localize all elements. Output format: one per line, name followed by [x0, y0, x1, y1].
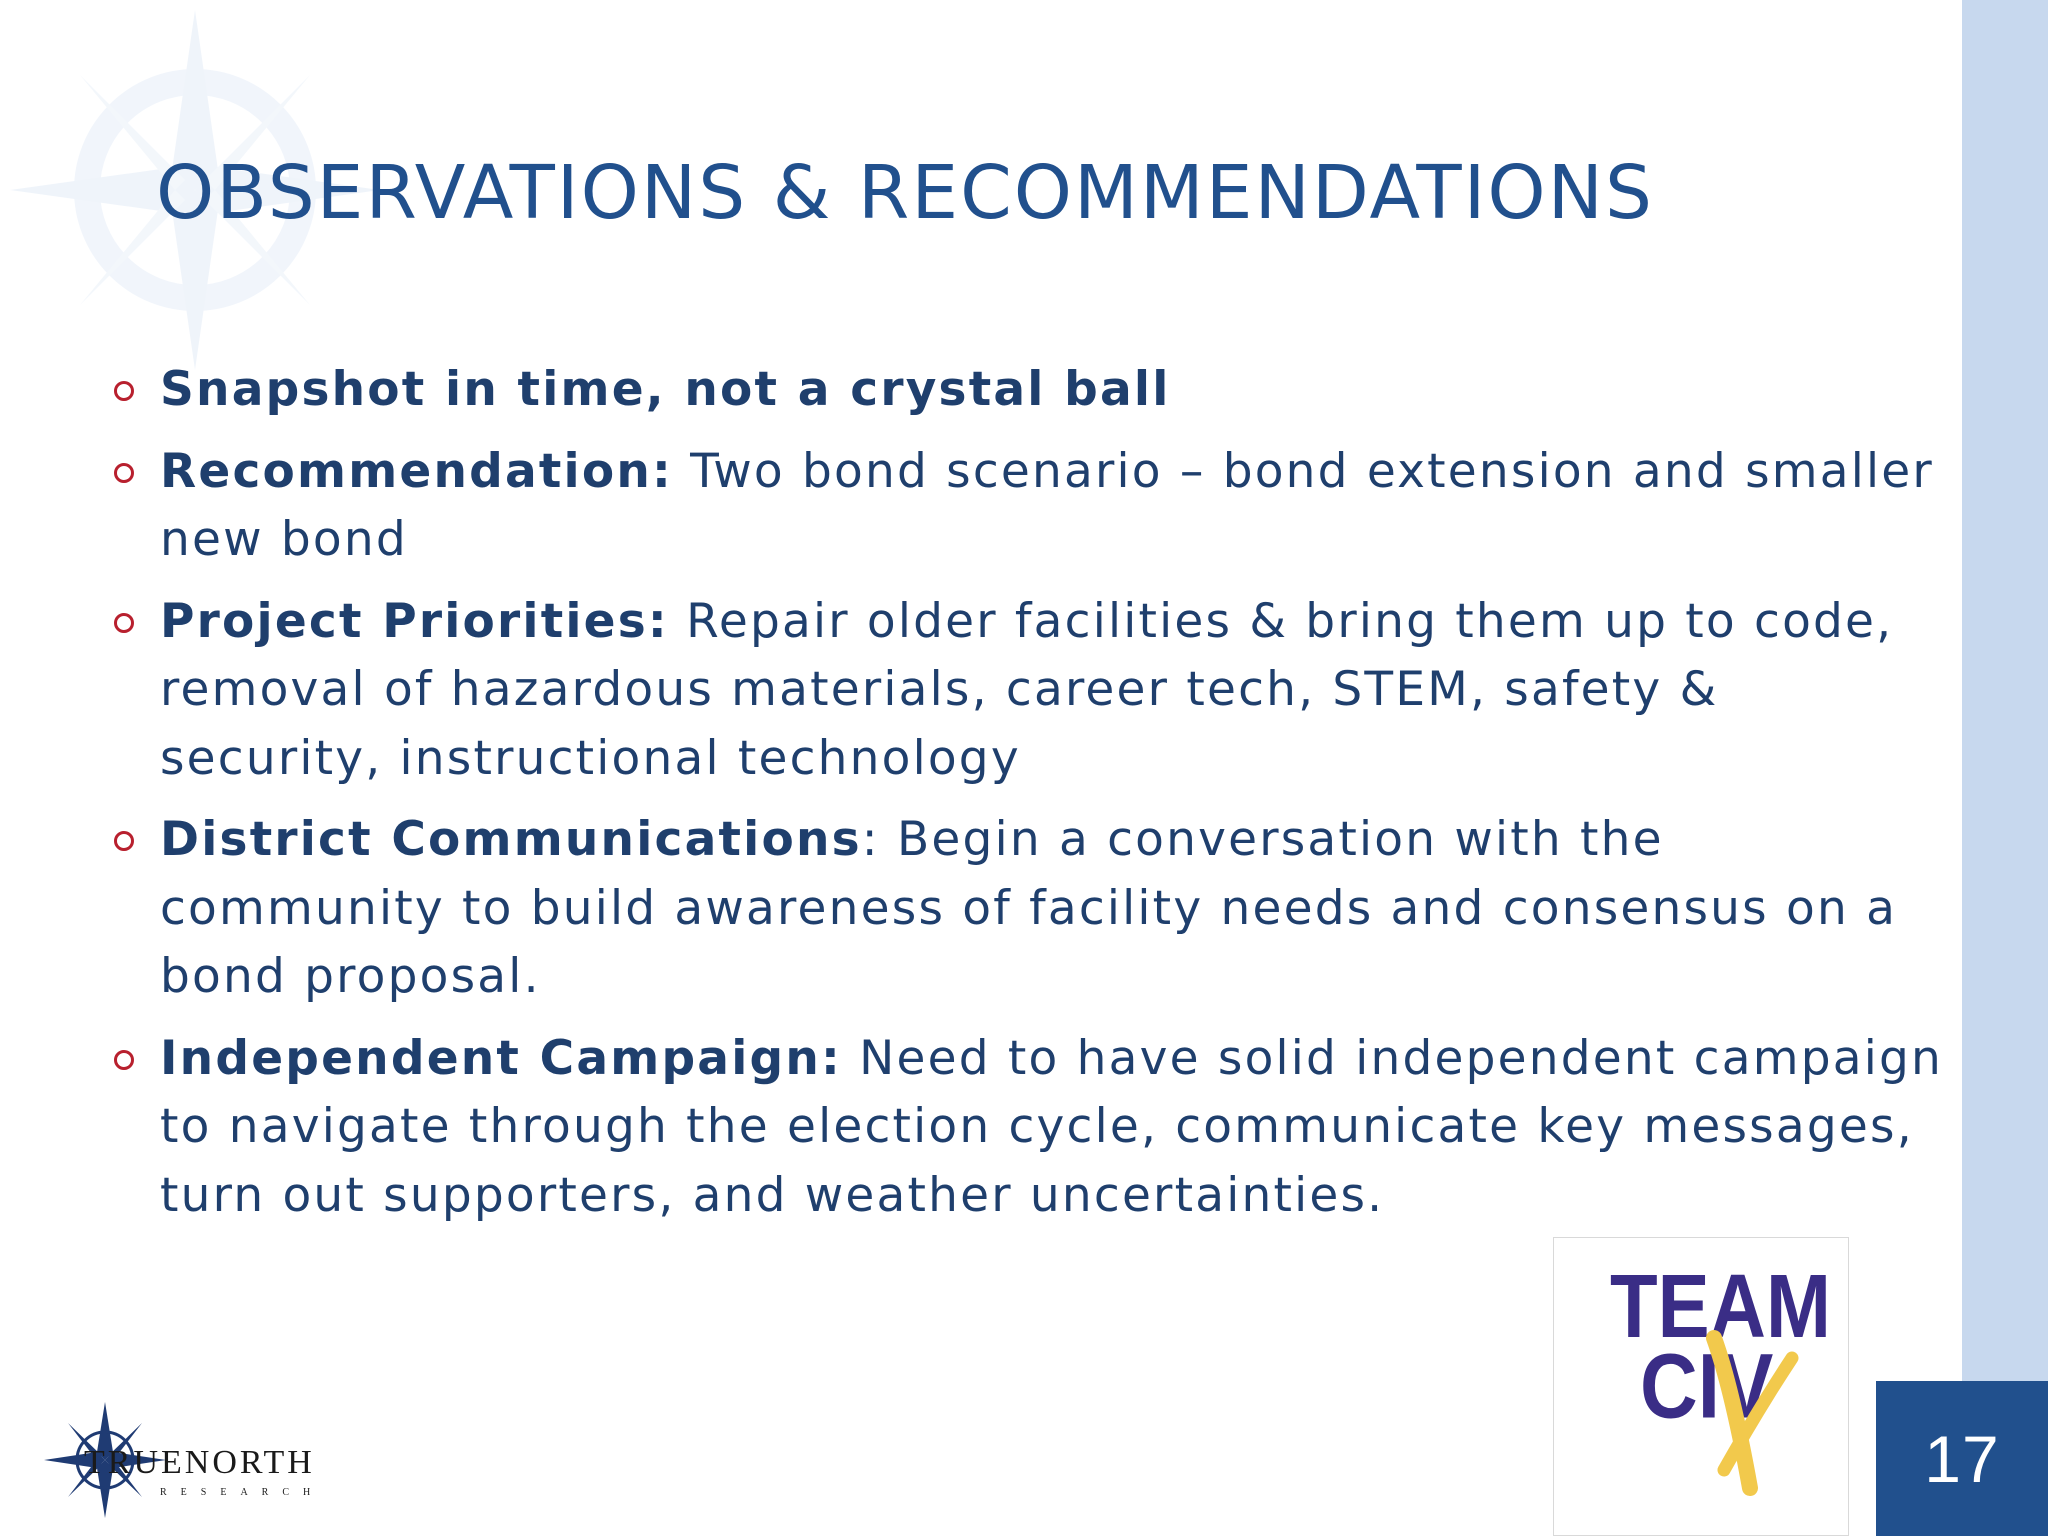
bullet-lead: Project Priorities: [160, 593, 669, 649]
teamcivx-line1: TEAM [1610, 1255, 1831, 1357]
teamcivx-logo-mark [1554, 1238, 1848, 1535]
right-accent-band [1962, 0, 2048, 1536]
teamcivx-line2: CIV [1640, 1335, 1774, 1438]
bullet-circle-icon [114, 613, 134, 633]
bullet-text: Repair older facilities & bring them up to code, removal of hazardous materials, career tech, STEM, safety & security, instructional technology [160, 593, 1894, 786]
bullet-text: Need to have solid independent campaign to navigate through the election cycle, communicate key messages, turn out supporters, and weather uncertainties. [160, 1030, 1944, 1223]
slide-title: OBSERVATIONS & RECOMMENDATIONS [156, 150, 1654, 236]
bullet-item [110, 588, 1950, 794]
truenorth-subtitle: RESEARCH [160, 1487, 325, 1498]
bullet-lead: District Communications [160, 812, 862, 867]
bullet-text: Two bond scenario – bond extension and smaller new bond [160, 443, 1934, 567]
bullet-lead: Recommendation: [160, 443, 673, 499]
bullet-item [110, 806, 1950, 1012]
bullet-lead: Independent Campaign: [160, 1030, 843, 1086]
truenorth-name: TRUENORTH [84, 1444, 315, 1481]
bullet-circle-icon [114, 831, 134, 851]
bullet-text: : Begin a conversation with the community to build awareness of facility needs and consensus on a bond proposal. [160, 812, 1898, 1004]
bullet-item [110, 356, 1950, 425]
bullet-circle-icon [114, 381, 134, 401]
page-number: 17 [1924, 1421, 2000, 1496]
page-number-box [1876, 1381, 2048, 1536]
bullet-item [110, 438, 1950, 575]
bullet-lead: Snapshot in time, not a crystal ball [160, 362, 1171, 417]
bullet-circle-icon [114, 463, 134, 483]
truenorth-logo [40, 1394, 390, 1524]
teamcivx-logo [1553, 1237, 1849, 1536]
bullet-item [110, 1025, 1950, 1231]
bullet-list [110, 356, 1950, 1243]
bullet-circle-icon [114, 1050, 134, 1070]
